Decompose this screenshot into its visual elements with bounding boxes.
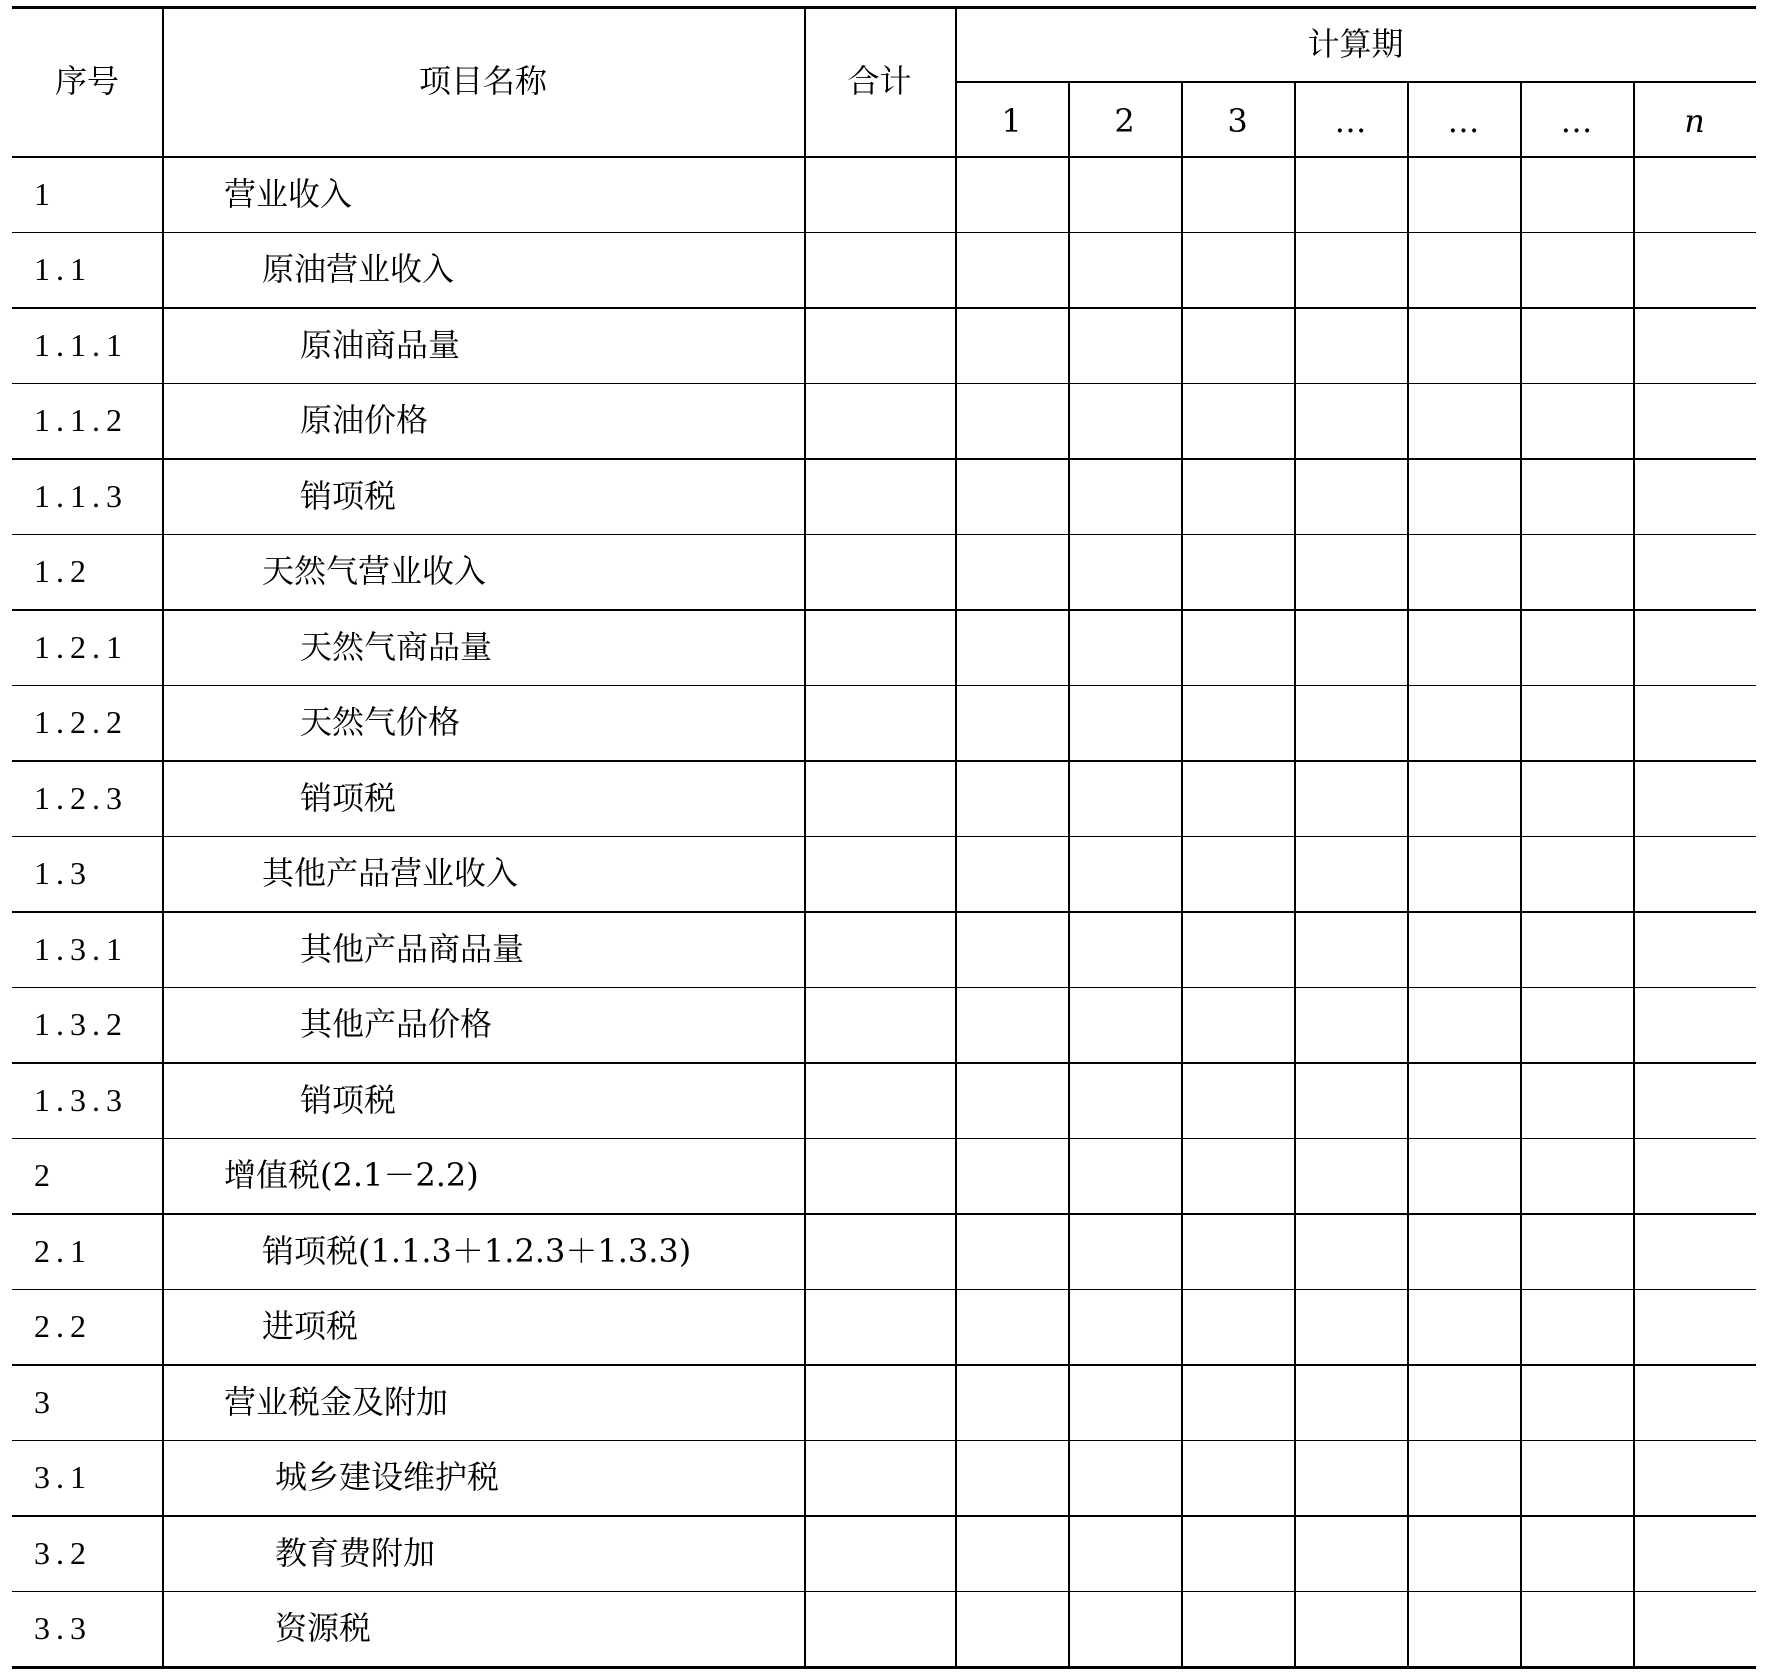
period-header-5: … (1447, 101, 1480, 140)
period-header-1: 1 (1001, 101, 1022, 140)
row-divider (12, 1440, 1756, 1442)
row-item-name: 营业收入 (224, 174, 353, 213)
row-item-name: 销项税 (300, 1080, 397, 1119)
row-divider (12, 609, 1756, 611)
period-column-divider (1520, 81, 1522, 1666)
row-seq-number: 1.2.2 (34, 704, 128, 741)
period-column-divider (1294, 81, 1296, 1666)
row-seq-number: 1.1.1 (34, 326, 128, 363)
row-item-name: 其他产品商品量 (300, 929, 525, 968)
header-calc-period: 计算期 (1307, 24, 1404, 63)
header-bottom-rule (12, 156, 1756, 158)
period-header-2: 2 (1114, 101, 1135, 140)
row-item-name: 原油价格 (300, 401, 429, 440)
period-subheader-rule (955, 81, 1756, 83)
row-divider (12, 383, 1756, 385)
row-divider (12, 534, 1756, 536)
row-item-name: 原油商品量 (300, 325, 461, 364)
row-item-name: 原油营业收入 (262, 250, 455, 289)
row-item-name: 销项税 (300, 476, 397, 515)
period-header-3: 3 (1227, 101, 1248, 140)
row-seq-number: 1 (34, 175, 56, 212)
row-seq-number: 2.1 (34, 1232, 92, 1269)
row-divider (12, 911, 1756, 913)
row-seq-number: 3.2 (34, 1534, 92, 1571)
row-seq-number: 1.1.2 (34, 402, 128, 439)
header-item-name: 项目名称 (418, 62, 548, 100)
row-divider (12, 685, 1756, 687)
row-item-name: 其他产品价格 (300, 1005, 493, 1044)
row-divider (12, 1364, 1756, 1366)
row-seq-number: 2 (34, 1157, 56, 1194)
row-item-name: 城乡建设维护税 (275, 1458, 500, 1497)
row-divider (12, 1289, 1756, 1291)
row-seq-number: 1.3.3 (34, 1081, 128, 1118)
column-divider (955, 6, 957, 1666)
row-item-name: 天然气价格 (300, 703, 461, 742)
period-column-divider (1407, 81, 1409, 1666)
row-seq-number: 3 (34, 1383, 56, 1420)
header-total: 合计 (847, 62, 912, 100)
row-seq-number: 1.2.3 (34, 779, 128, 816)
row-seq-number: 2.2 (34, 1308, 92, 1345)
row-divider (12, 1213, 1756, 1215)
row-item-name: 进项税 (262, 1307, 359, 1346)
row-divider (12, 836, 1756, 838)
row-seq-number: 1.3.2 (34, 1006, 128, 1043)
row-divider (12, 1062, 1756, 1064)
row-seq-number: 1.1 (34, 251, 92, 288)
row-item-name: 营业税金及附加 (224, 1382, 449, 1421)
row-divider (12, 458, 1756, 460)
row-item-name: 天然气营业收入 (262, 552, 487, 591)
row-divider (12, 232, 1756, 234)
period-header-7: n (1684, 101, 1705, 140)
period-column-divider (1181, 81, 1183, 1666)
row-item-name: 增值税(2.1－2.2) (224, 1156, 479, 1195)
row-item-name: 资源税 (275, 1609, 372, 1648)
row-item-name: 销项税 (300, 778, 397, 817)
row-seq-number: 1.3 (34, 855, 92, 892)
row-seq-number: 1.1.3 (34, 477, 128, 514)
row-divider (12, 987, 1756, 989)
row-divider (12, 760, 1756, 762)
row-item-name: 其他产品营业收入 (262, 854, 519, 893)
row-divider (12, 1591, 1756, 1593)
table-bottom-rule (12, 1666, 1756, 1669)
header-seq: 序号 (54, 62, 120, 100)
period-column-divider (1068, 81, 1070, 1666)
row-seq-number: 1.2 (34, 553, 92, 590)
row-seq-number: 3.1 (34, 1459, 92, 1496)
column-divider (162, 6, 164, 1666)
row-divider (12, 1138, 1756, 1140)
period-column-divider (1633, 81, 1635, 1666)
period-header-4: … (1334, 101, 1367, 140)
row-divider (12, 1515, 1756, 1517)
row-item-name: 教育费附加 (275, 1533, 436, 1572)
row-divider (12, 307, 1756, 309)
table-top-rule (12, 6, 1756, 9)
row-item-name: 销项税(1.1.3＋1.2.3＋1.3.3) (262, 1231, 692, 1270)
row-seq-number: 1.3.1 (34, 930, 128, 967)
row-seq-number: 3.3 (34, 1610, 92, 1647)
column-divider (804, 6, 806, 1666)
row-item-name: 天然气商品量 (300, 627, 493, 666)
row-seq-number: 1.2.1 (34, 628, 128, 665)
period-header-6: … (1560, 101, 1593, 140)
